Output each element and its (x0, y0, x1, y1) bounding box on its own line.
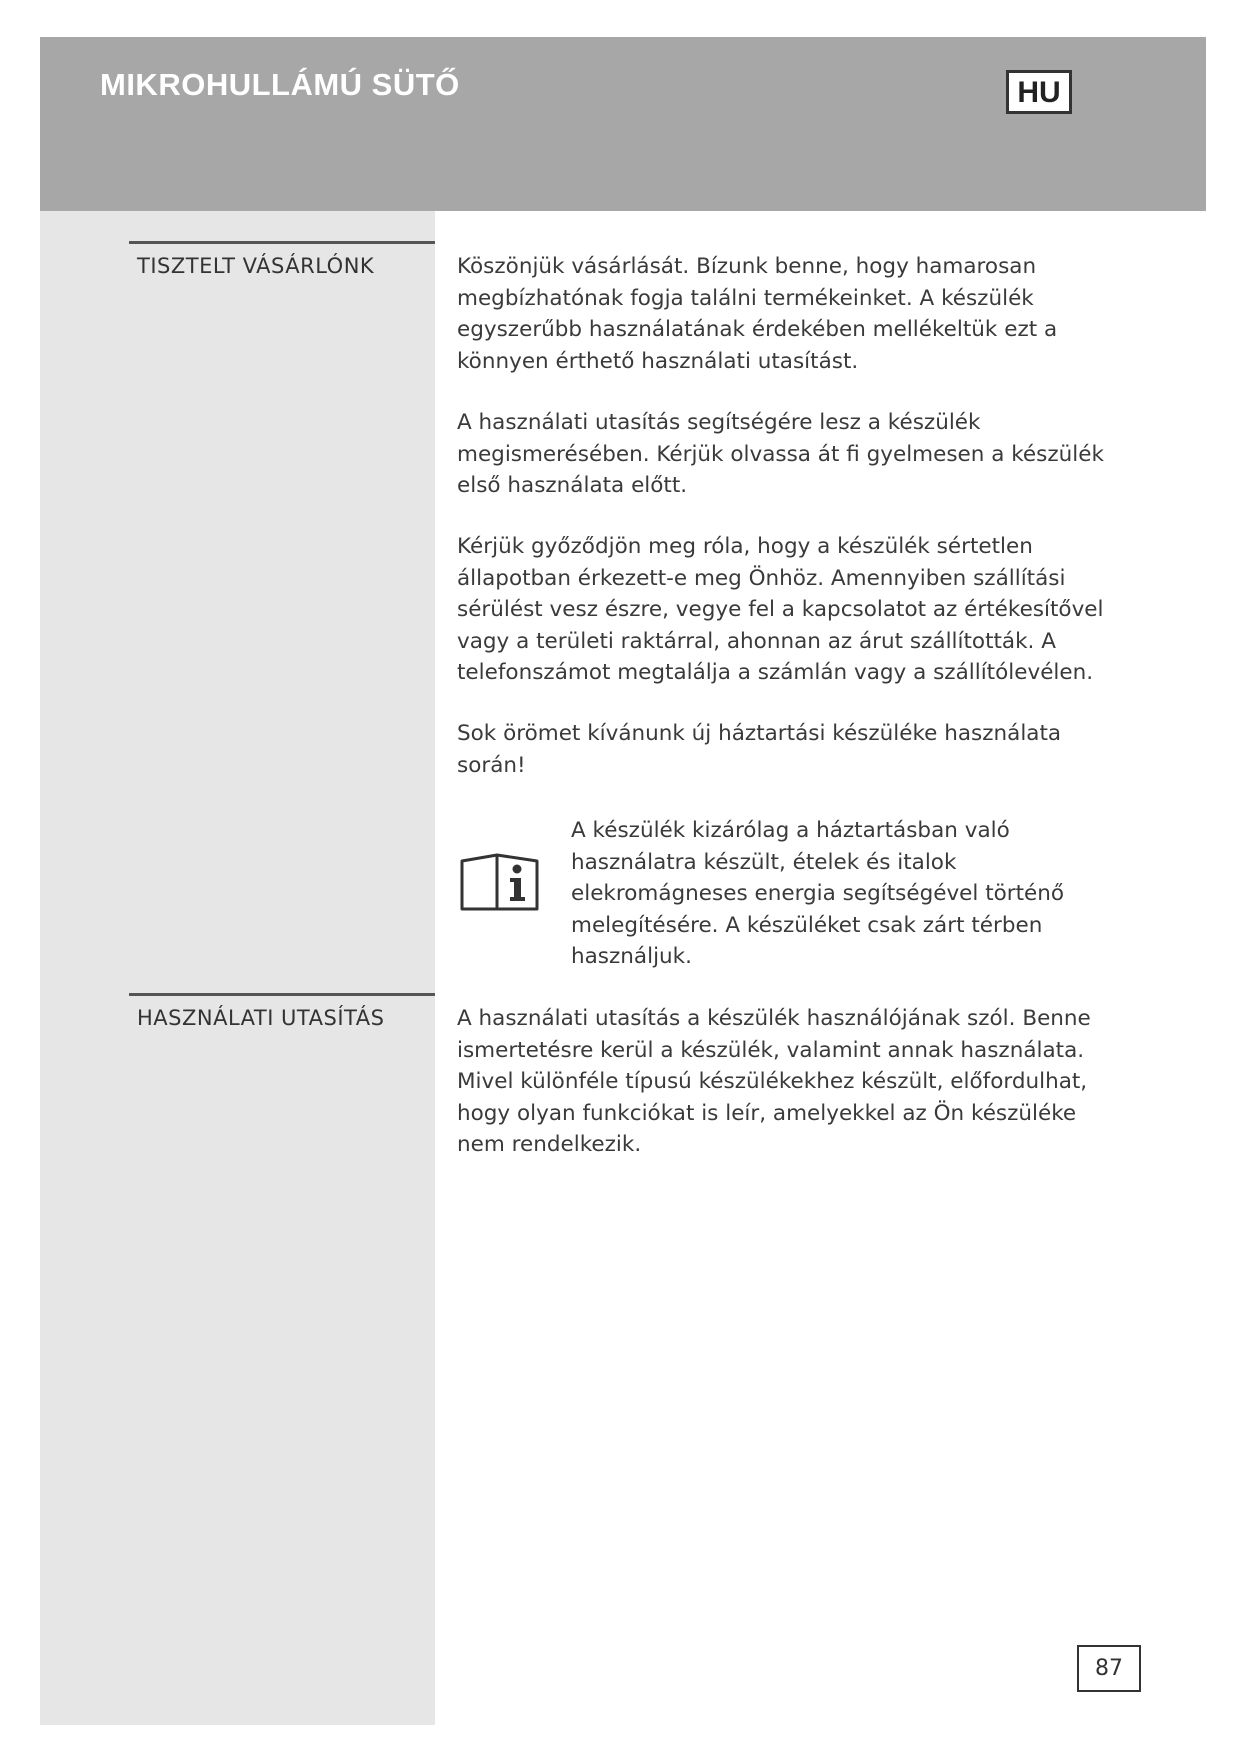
info-book-icon (459, 851, 541, 913)
manual-paragraph: A használati utasítás segítségére lesz a készülék megismerésében. Kérjük olvassa át fi gyelmesen a készülék első használata előtt. (457, 410, 1104, 498)
section-divider (129, 993, 435, 996)
section-divider (129, 241, 435, 244)
damage-paragraph: Kérjük győződjön meg róla, hogy a készülék sértetlen állapotban érkezett-e meg Önhöz. Amennyiben szállítási sérülést vesz észre, vegye fel a kapcsolatot az értékesítővel vagy a területi raktárral, ahonnan az árut szállították. A telefonszámot megtalálja a számlán vagy a szállítólevélen. (457, 534, 1104, 685)
wishes-paragraph: Sok örömet kívánunk új háztartási készüléke használata során! (457, 721, 1062, 778)
document-title: MIKROHULLÁMÚ SÜTŐ (100, 67, 460, 102)
section-heading-dear-customer: TISZTELT VÁSÁRLÓNK (137, 254, 375, 278)
intro-paragraph: Köszönjük vásárlását. Bízunk benne, hogy hamarosan megbízhatónak fogja találni termékeinket. A készülék egyszerűbb használatának érdekében mellékeltük ezt a könnyen érthető használati utasítást. (457, 254, 1058, 374)
left-sidebar (40, 211, 435, 1725)
page-number: 87 (1077, 1645, 1141, 1692)
language-badge: HU (1006, 70, 1072, 114)
manual-description-paragraph: A használati utasítás a készülék használójának szól. Benne ismertetésre kerül a készülék, valamint annak használata. Mivel különféle típusú készülékekhez készült, előfordulhat, hogy olyan funkciókat is leír, amelyekkel az Ön készüléke nem rendelkezik. (457, 1006, 1091, 1157)
usage-note-text: A készülék kizárólag a háztartásban való használatra készült, ételek és italok elekromágneses energia segítségével történő melegítésére. A készüléket csak zárt térben használjuk. (571, 818, 1065, 969)
section-heading-user-manual: HASZNÁLATI UTASÍTÁS (137, 1006, 385, 1030)
page-header (40, 37, 1206, 211)
